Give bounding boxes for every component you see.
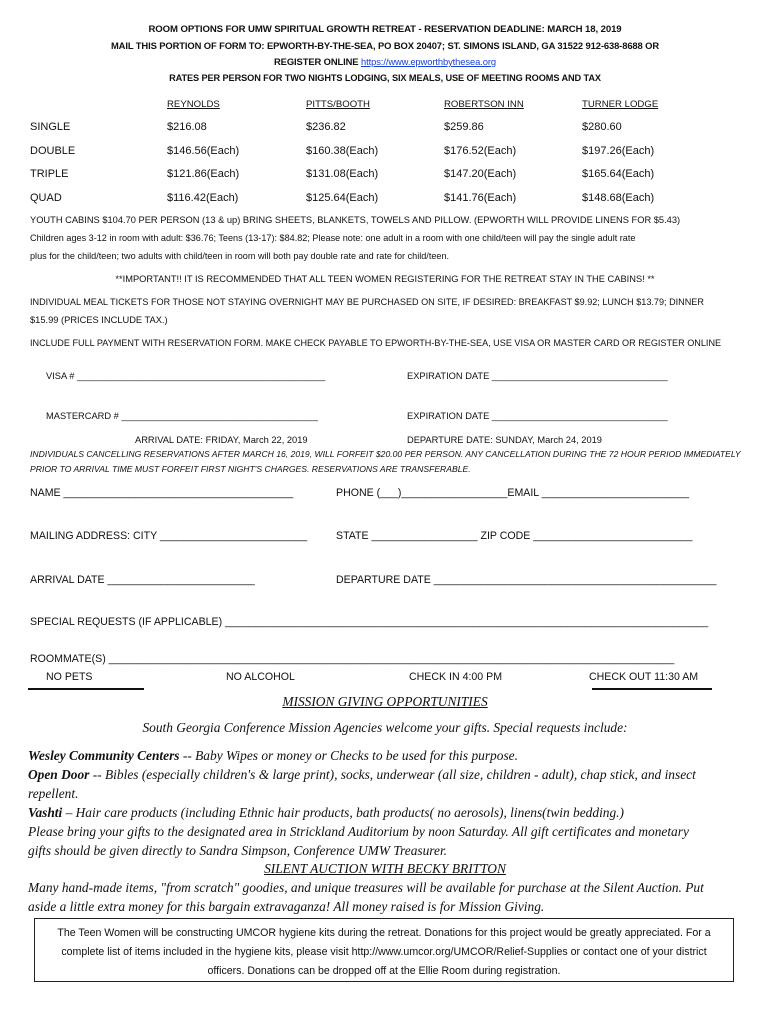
umcor-notice-box (34, 918, 734, 982)
open-door-item (28, 767, 696, 783)
important-notice: **IMPORTANT!! IT IS RECOMMENDED THAT ALL TEEN WOMEN REGISTERING FOR THE RETREAT STAY IN THE CABINS! ** (115, 274, 655, 284)
open-door-text-cont: repellent. (28, 786, 79, 801)
rate-cell: $216.08 (167, 121, 207, 133)
rate-cell: $131.08(Each) (306, 168, 379, 180)
open-door-text: -- Bibles (especially children's & large print), socks, underwear (all size, children - adult), chap stick, and insect (89, 767, 696, 782)
rate-cell: $280.60 (582, 121, 622, 133)
row-label: SINGLE (30, 121, 71, 133)
rate-cell: $141.76(Each) (444, 192, 517, 204)
arrival-date-field[interactable]: ARRIVAL DATE _________________________ (30, 574, 255, 586)
check-in-time: CHECK IN 4:00 PM (409, 671, 503, 683)
no-alcohol-policy: NO ALCOHOL (226, 671, 295, 683)
name-field[interactable]: NAME _______________________________________ (30, 487, 294, 499)
rate-cell: $259.86 (444, 121, 484, 133)
check-out-time: CHECK OUT 11:30 AM (589, 671, 699, 683)
vashti-item (28, 805, 624, 821)
payment-instructions: INCLUDE FULL PAYMENT WITH RESERVATION FORM. MAKE CHECK PAYABLE TO EPWORTH-BY-THE-SEA, USE VISA OR MASTER CARD OR REGISTER ONLINE (30, 338, 722, 348)
phone-email-field[interactable]: PHONE (___)__________________EMAIL _________________________ (336, 487, 690, 499)
vashti-text: – Hair care products (including Ethnic hair products, bath products( no aerosols), linens(twin bedding.) (62, 805, 624, 820)
no-pets-policy: NO PETS (46, 671, 93, 683)
meal-tickets-note-cont: $15.99 (PRICES INCLUDE TAX.) (30, 315, 168, 325)
row-label: TRIPLE (30, 168, 69, 180)
rate-cell: $165.64(Each) (582, 168, 655, 180)
open-door-name: Open Door (28, 767, 90, 782)
rate-cell: $176.52(Each) (444, 145, 517, 157)
register-online-link[interactable]: https://www.epworthbythesea.org (360, 56, 496, 67)
youth-cabins-note: YOUTH CABINS $104.70 PER PERSON (13 & up) BRING SHEETS, BLANKETS, TOWELS AND PILLOW. (EPWORTH WILL PROVIDE LINENS FOR $5.43) (30, 215, 681, 225)
rate-cell: $146.56(Each) (167, 145, 240, 157)
rate-cell: $125.64(Each) (306, 192, 379, 204)
wesley-item (28, 748, 518, 764)
cancellation-policy-cont: PRIOR TO ARRIVAL TIME MUST FORFEIT FIRST NIGHT'S CHARGES. RESERVATIONS ARE TRANSFERABLE. (30, 464, 471, 474)
wesley-text: -- Baby Wipes or money or Checks to be used for this purpose. (179, 748, 518, 763)
special-requests-field[interactable]: SPECIAL REQUESTS (IF APPLICABLE) __________________________________________________________________________________ (30, 616, 709, 628)
wesley-name: Wesley Community Centers (28, 748, 180, 763)
departure-date-field[interactable]: DEPARTURE DATE ________________________________________________ (336, 574, 717, 586)
mastercard-field[interactable]: MASTERCARD # ______________________________________ (46, 411, 318, 421)
column-header: TURNER LODGE (582, 99, 659, 110)
mission-title: MISSION GIVING OPPORTUNITIES (282, 694, 488, 709)
row-label: QUAD (30, 192, 62, 204)
umcor-notice-text: The Teen Women will be constructing UMCOR hygiene kits during the retreat. Donations for this project would be greatly appreciated. For a complete list of items included in the hygiene kits, please visit http://www.umcor.org/UMCOR/Relief-Supplies or contact one of your district officers. Donations can be dropped off at the Ellie Room during registration. (57, 927, 711, 977)
rate-cell: $116.42(Each) (167, 192, 239, 204)
mailing-instructions: MAIL THIS PORTION OF FORM TO: EPWORTH-BY-THE-SEA, PO BOX 20407; ST. SIMONS ISLAND, GA 31522 912-638-8688 OR (110, 40, 660, 51)
rate-cell: $148.68(Each) (582, 192, 655, 204)
cancellation-policy: INDIVIDUALS CANCELLING RESERVATIONS AFTER MARCH 16, 2019, WILL FORFEIT $20.00 PER PERSON. ANY CANCELLATION DURING THE 72 HOUR PERIOD IMMEDIATELY (30, 449, 741, 459)
mastercard-expiration-field[interactable]: EXPIRATION DATE __________________________________ (407, 411, 668, 421)
gift-instructions-cont: gifts should be given directly to Sandra Simpson, Conference UMW Treasurer. (28, 843, 448, 858)
rate-cell: $147.20(Each) (444, 168, 517, 180)
auction-text: Many hand-made items, "from scratch" goodies, and unique treasures will be available for purchase at the Silent Auction. Put (28, 880, 704, 895)
children-rate-note-cont: plus for the child/teen; two adults with child/teen in room will both pay double rate and rate for child/teen. (30, 251, 450, 261)
divider-rule (28, 688, 144, 690)
meal-tickets-note: INDIVIDUAL MEAL TICKETS FOR THOSE NOT STAYING OVERNIGHT MAY BE PURCHASED ON SITE, IF DESIRED: BREAKFAST $9.92; LUNCH $13.79; DINNER (30, 297, 704, 307)
state-zip-field[interactable]: STATE __________________ ZIP CODE ___________________________ (336, 530, 693, 542)
visa-expiration-field[interactable]: EXPIRATION DATE __________________________________ (407, 371, 668, 381)
column-header: REYNOLDS (167, 99, 220, 110)
children-rate-note: Children ages 3-12 in room with adult: $36.76; Teens (13-17): $84.82; Please note: one adult in a room with one child/teen will pay the single adult rate (30, 233, 636, 243)
departure-date-info: DEPARTURE DATE: SUNDAY, March 24, 2019 (407, 435, 602, 445)
auction-text-cont: aside a little extra money for this bargain extravaganza! All money raised is for Mission Giving. (28, 899, 545, 914)
rate-cell: $197.26(Each) (582, 145, 655, 157)
rates-heading: RATES PER PERSON FOR TWO NIGHTS LODGING, SIX MEALS, USE OF MEETING ROOMS AND TAX (169, 73, 601, 83)
arrival-date-info: ARRIVAL DATE: FRIDAY, March 22, 2019 (135, 435, 308, 445)
register-online-line (0, 56, 770, 67)
gift-instructions: Please bring your gifts to the designated area in Strickland Auditorium by noon Saturday. All gift certificates and monetary (28, 824, 689, 839)
roommates-field[interactable]: ROOMMATE(S) ________________________________________________________________________________________________ (30, 653, 675, 665)
row-label: DOUBLE (30, 145, 76, 157)
visa-field[interactable]: VISA # ________________________________________________ (46, 371, 326, 381)
register-online-label: REGISTER ONLINE (274, 56, 359, 67)
form-title: ROOM OPTIONS FOR UMW SPIRITUAL GROWTH RETREAT - RESERVATION DEADLINE: MARCH 18, 2019 (148, 24, 622, 35)
auction-title: SILENT AUCTION WITH BECKY BRITTON (264, 861, 506, 876)
column-header: ROBERTSON INN (444, 99, 524, 110)
rate-cell: $236.82 (306, 121, 346, 133)
vashti-name: Vashti (28, 805, 63, 820)
rate-cell: $121.86(Each) (167, 168, 240, 180)
rate-cell: $160.38(Each) (306, 145, 379, 157)
mission-intro: South Georgia Conference Mission Agencies welcome your gifts. Special requests include: (142, 720, 628, 735)
divider-rule (592, 688, 712, 690)
city-field[interactable]: MAILING ADDRESS: CITY _________________________ (30, 530, 308, 542)
column-header: PITTS/BOOTH (306, 99, 370, 110)
